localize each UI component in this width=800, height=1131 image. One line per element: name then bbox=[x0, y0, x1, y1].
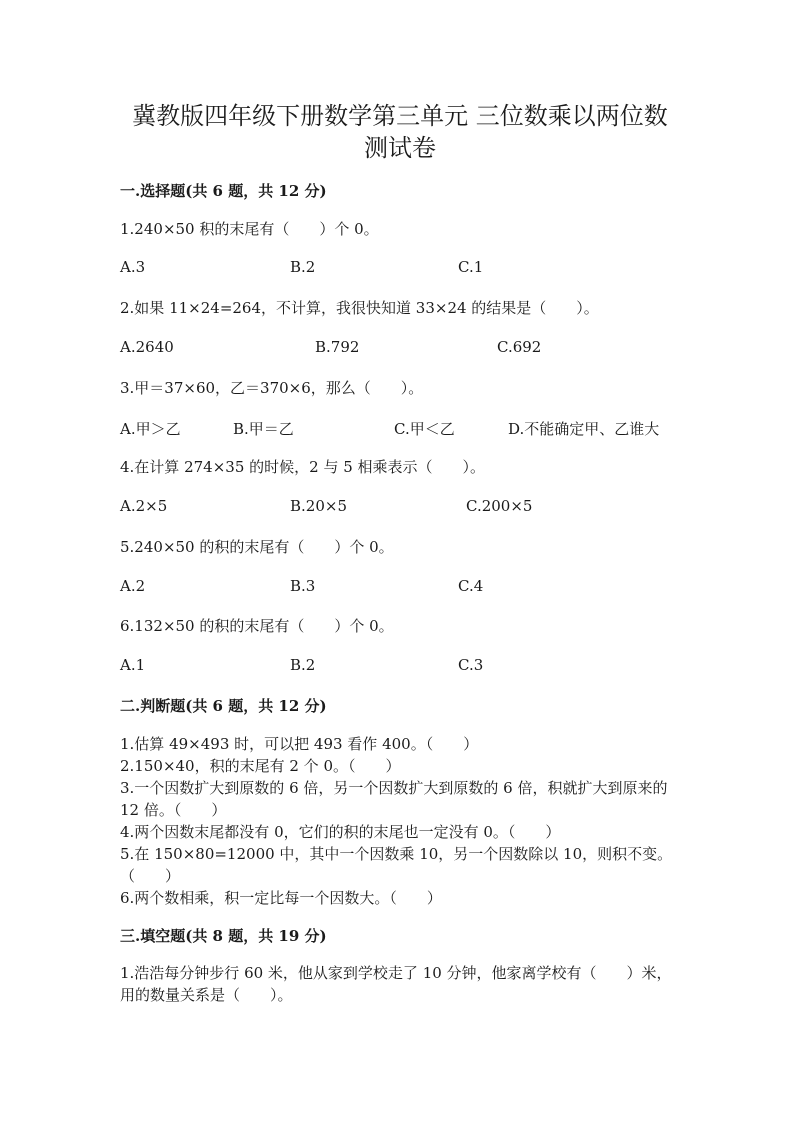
choice-q2-option-c: C.692 bbox=[497, 338, 542, 356]
choice-q3-option-d: D.不能确定甲、乙谁大 bbox=[508, 420, 660, 438]
choice-question-1: 1.240×50 积的末尾有（ ）个 0。 bbox=[120, 220, 379, 238]
choice-q1-option-b: B.2 bbox=[290, 258, 316, 276]
choice-q6-option-b: B.2 bbox=[290, 656, 316, 674]
true-false-item-5: 5.在 150×80=12000 中，其中一个因数乘 10，另一个因数除以 10，则积不变。（ ） bbox=[120, 845, 673, 885]
choice-q5-option-b: B.3 bbox=[290, 577, 316, 595]
true-false-item-6: 6.两个数相乘，积一定比每一个因数大。（ ） bbox=[120, 889, 442, 907]
choice-q3-option-a: A.甲＞乙 bbox=[120, 420, 181, 438]
choice-question-5: 5.240×50 的积的末尾有（ ）个 0。 bbox=[120, 538, 394, 556]
choice-question-3: 3.甲＝37×60，乙＝370×6，那么（ ）。 bbox=[120, 379, 424, 397]
choice-q2-option-a: A.2640 bbox=[120, 338, 174, 356]
choice-q6-option-a: A.1 bbox=[120, 656, 146, 674]
true-false-item-2: 2.150×40，积的末尾有 2 个 0。（ ） bbox=[120, 757, 401, 775]
fill-in-item-1: 1.浩浩每分钟步行 60 米，他从家到学校走了 10 分钟，他家离学校有（ ）米，用的数量关系是（ ）。 bbox=[120, 964, 672, 1004]
choice-q5-option-a: A.2 bbox=[120, 577, 146, 595]
choice-q4-option-a: A.2×5 bbox=[120, 497, 168, 515]
choice-q2-option-b: B.792 bbox=[315, 338, 360, 356]
choice-question-4: 4.在计算 274×35 的时候，2 与 5 相乘表示（ ）。 bbox=[120, 458, 486, 476]
true-false-item-1: 1.估算 49×493 时，可以把 493 看作 400。（ ） bbox=[120, 735, 479, 753]
choice-question-6: 6.132×50 的积的末尾有（ ）个 0。 bbox=[120, 617, 394, 635]
true-false-item-3: 3.一个因数扩大到原数的 6 倍，另一个因数扩大到原数的 6 倍，积就扩大到原来的 12 倍。（ ） bbox=[120, 779, 668, 819]
choice-q1-option-a: A.3 bbox=[120, 258, 146, 276]
section-heading-choice: 一.选择题(共 6 题，共 12 分) bbox=[120, 182, 327, 200]
section-heading-fill-in: 三.填空题(共 8 题，共 19 分) bbox=[120, 927, 327, 945]
choice-q5-option-c: C.4 bbox=[458, 577, 484, 595]
page-title-line1: 冀教版四年级下册数学第三单元 三位数乘以两位数 bbox=[132, 102, 668, 130]
choice-q3-option-c: C.甲＜乙 bbox=[394, 420, 455, 438]
section-heading-true-false: 二.判断题(共 6 题，共 12 分) bbox=[120, 697, 327, 715]
page-title-line2: 测试卷 bbox=[364, 134, 436, 162]
choice-q4-option-c: C.200×5 bbox=[466, 497, 533, 515]
choice-q4-option-b: B.20×5 bbox=[290, 497, 347, 515]
choice-question-2: 2.如果 11×24=264，不计算，我很快知道 33×24 的结果是（ ）。 bbox=[120, 299, 599, 317]
true-false-item-4: 4.两个因数末尾都没有 0，它们的积的末尾也一定没有 0。（ ） bbox=[120, 823, 561, 841]
choice-q1-option-c: C.1 bbox=[458, 258, 484, 276]
choice-q3-option-b: B.甲＝乙 bbox=[233, 420, 294, 438]
choice-q6-option-c: C.3 bbox=[458, 656, 484, 674]
